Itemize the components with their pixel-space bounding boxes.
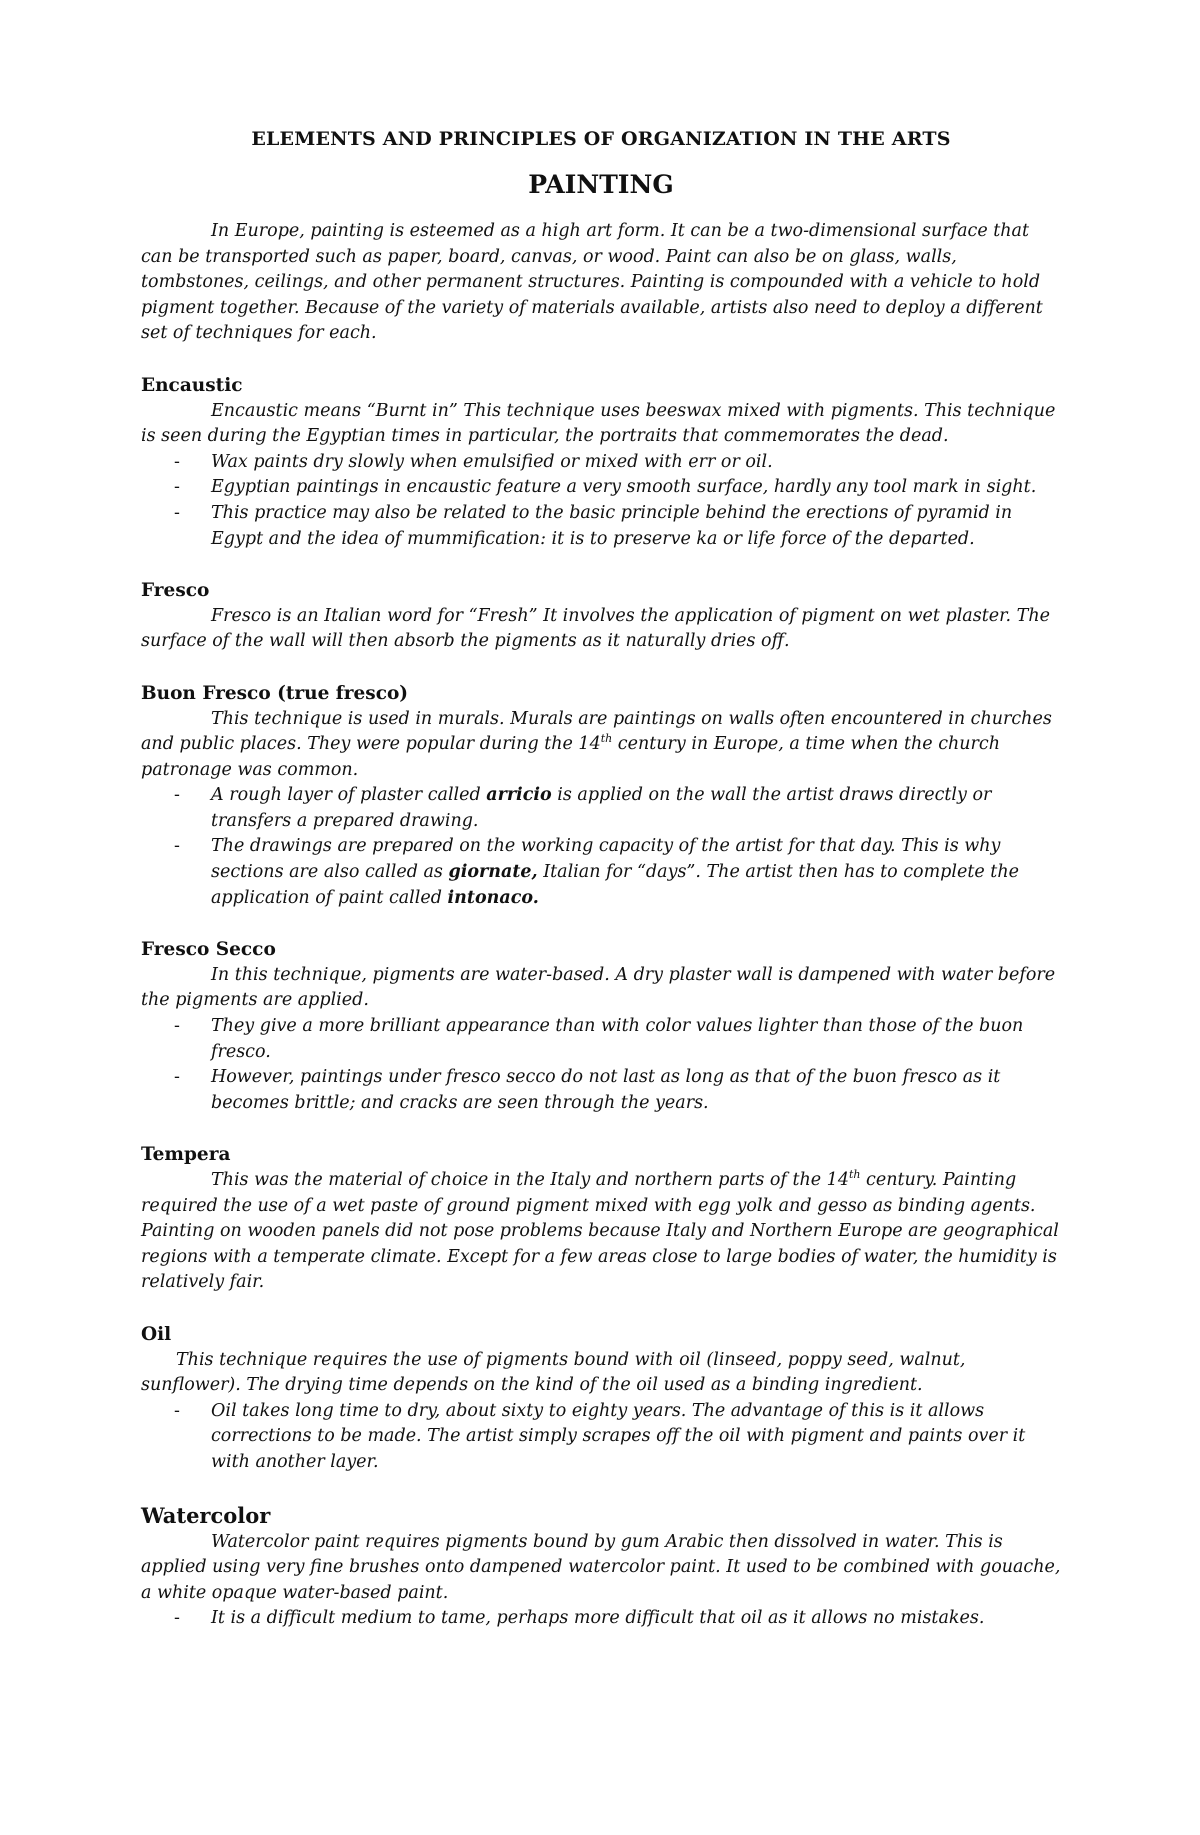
section-title-oil: Oil	[141, 1323, 172, 1345]
section-encaustic	[141, 373, 1061, 552]
section-title-buon-fresco: Buon Fresco (true fresco)	[141, 682, 409, 704]
fresco-secco-paragraph: In this technique, pigments are water-based. A dry plaster wall is dampened with water before the pigments are applied.	[141, 964, 1056, 1011]
list-item: - They give a more brilliant appearance than with color values lighter than those of the buon fresco.	[174, 1016, 1024, 1062]
bullet-dash: -	[174, 477, 180, 498]
list-item: - A rough layer of plaster called arricio is applied on the wall the artist draws directly or transfers a prepared drawing.	[174, 785, 992, 831]
fresco-secco-bullets	[141, 1014, 1061, 1116]
tempera-paragraph: This was the material of choice in the Italy and northern parts of the 14th century. Painting required the use of a wet paste of ground pigment mixed with egg yolk and gesso as binding agents. Painting on wooden panels did not pose problems because Italy and Northern Europe are geographical regions with a temperate climate. Except for a few areas close to large bodies of water, the humidity is relatively fair.	[141, 1168, 1059, 1293]
bullet-dash: -	[174, 1400, 180, 1421]
list-item: - It is a difficult medium to tame, perhaps more difficult that oil as it allows no mistakes.	[141, 1606, 1061, 1632]
section-fresco	[141, 578, 1061, 655]
section-fresco-secco	[141, 937, 1061, 1116]
list-item: - Oil takes long time to dry, about sixty to eighty years. The advantage of this is it allows corrections to be made. The artist simply scrapes off the oil with pigment and paints over it with another layer.	[174, 1400, 1026, 1472]
document-title: PAINTING	[528, 170, 674, 199]
section-oil	[141, 1322, 1061, 1476]
section-tempera	[141, 1142, 1061, 1296]
list-item: - Egyptian paintings in encaustic feature a very smooth surface, hardly any tool mark in sight.	[141, 475, 1061, 501]
list-item: - However, paintings under fresco secco do not last as long as that of the buon fresco as it becomes brittle; and cracks are seen through the years.	[174, 1067, 1001, 1113]
watercolor-bullets	[141, 1606, 1061, 1632]
bullet-dash: -	[174, 1067, 180, 1088]
document-page	[141, 128, 1061, 1632]
bullet-dash: -	[174, 1016, 180, 1037]
bullet-dash: -	[174, 785, 180, 806]
section-watercolor	[141, 1502, 1061, 1632]
bullet-dash: -	[174, 502, 180, 523]
bullet-dash: -	[174, 1608, 180, 1629]
bullet-dash: -	[174, 836, 180, 857]
section-title-watercolor: Watercolor	[141, 1502, 271, 1528]
list-item: - Wax paints dry slowly when emulsified or mixed with err or oil.	[141, 450, 1061, 476]
encaustic-bullets	[141, 450, 1061, 552]
watercolor-paragraph: Watercolor paint requires pigments bound by gum Arabic then dissolved in water. This is applied using very fine brushes onto dampened watercolor paint. It used to be combined with gouache, a white opaque water-based paint.	[141, 1531, 1061, 1603]
list-item: - This practice may also be related to the basic principle behind the erections of pyramid in Egypt and the idea of mummification: it is to preserve ka or life force of the departed.	[174, 502, 1013, 549]
oil-paragraph: This technique requires the use of pigments bound with oil (linseed, poppy seed, walnut, sunflower). The drying time depends on the kind of the oil used as a binding ingredient.	[141, 1349, 966, 1396]
intro-paragraph: In Europe, painting is esteemed as a high art form. It can be a two-dimensional surface that can be transported such as paper, board, canvas, or wood. Paint can also be on glass, walls, tombstones, ceilings, and other permanent structures. Painting is compounded with a vehicle to hold pigment together. Because of the variety of materials available, artists also need to deploy a different set of techniques for each.	[141, 221, 1043, 344]
oil-bullets	[141, 1399, 1061, 1476]
section-title-encaustic: Encaustic	[141, 374, 243, 396]
section-title-fresco: Fresco	[141, 580, 210, 602]
encaustic-paragraph: Encaustic means “Burnt in” This technique uses beeswax mixed with pigments. This technique is seen during the Egyptian times in particular, the portraits that commemorates the dead.	[141, 400, 1056, 447]
list-item: - The drawings are prepared on the working capacity of the artist for that day. This is why sections are also called as giornate, Italian for “days”. The artist then has to complete the application of paint called intonaco.	[174, 836, 1019, 908]
document-subtitle: ELEMENTS AND PRINCIPLES OF ORGANIZATION IN THE ARTS	[251, 128, 951, 150]
bullet-dash: -	[174, 451, 180, 472]
buon-fresco-paragraph: This technique is used in murals. Murals are paintings on walls often encountered in churches and public places. They were popular during the 14th century in Europe, a time when the church patronage was common.	[141, 708, 1052, 780]
buon-fresco-bullets	[141, 783, 1061, 911]
fresco-paragraph: Fresco is an Italian word for “Fresh” It involves the application of pigment on wet plaster. The surface of the wall will then absorb the pigments as it naturally dries off.	[141, 605, 1050, 652]
section-title-tempera: Tempera	[141, 1144, 231, 1166]
section-title-fresco-secco: Fresco Secco	[141, 939, 276, 961]
section-buon-fresco	[141, 681, 1061, 911]
